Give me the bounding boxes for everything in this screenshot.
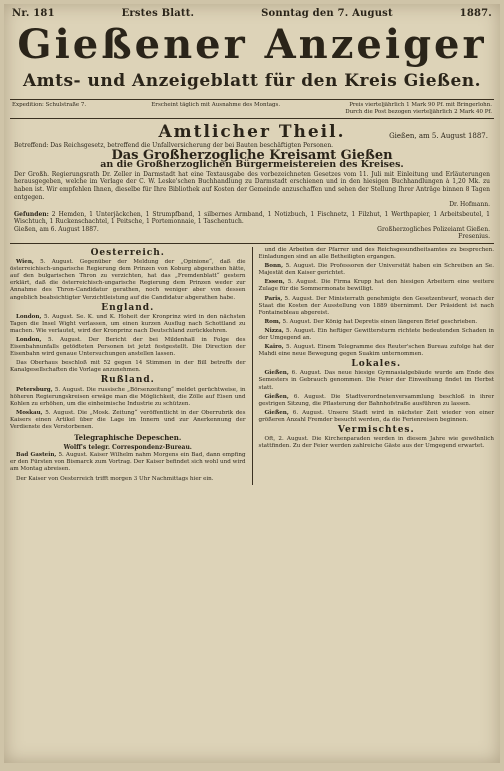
publication-info: Erscheint täglich mit Ausnahme des Montags. <box>151 102 281 108</box>
office-addressee: an die Großherzoglichen Bürgermeistereien des Kreises. <box>100 159 404 171</box>
price-line-2: Durch die Post bezogen vierteljährlich 2 Mark 40 Pf. <box>345 109 492 115</box>
section-telegrams: Telegraphische Depeschen. <box>74 433 182 443</box>
newspaper-subtitle: Amts- und Anzeigeblatt für den Kreis Gießen. <box>22 71 482 91</box>
dateline-paris: Paris, <box>264 295 283 302</box>
section-austria: Oesterreich. <box>90 247 165 258</box>
section-miscellaneous: Vermischtes. <box>337 425 415 435</box>
article-wien: 5. August. Gegenüber der Meldung der „Opinione“, daß die österreichisch-ungarische Regierung dem Prinzen von Koburg abgerathen hätte, auf den bulgarischen Thron zu verzichten, hat das „Fremdenblatt“ gestern erklärt, daß die österreichisch-ungarische Regierung dem Prinzen weder zur Annahme des Thron-Candidatur gerathen, noch weniger aber von dessen angeblich beabsichtigter Verzichtleistung auf die Candidatur abgerathen habe. <box>10 259 246 301</box>
right-column <box>259 247 495 485</box>
article-columns <box>4 247 500 485</box>
dateline-giessen-1: Gießen, <box>264 370 289 377</box>
dateline-london-1: London, <box>16 313 42 320</box>
masthead-infobar <box>10 99 494 119</box>
found-items: 2 Hemden, 1 Unterjäckchen, 1 Strumpfband, 1 silbernes Armband, 1 Notizbuch, 1 Fischnetz, 1 Filzhut, 1 Werthpapier, 1 Arbeitsbeutel, 1 Wischtuch, 1 Ruckenschachtel, 1 Peitsche, 1 Portemonnaie, 1 Taschentuch. <box>14 210 490 226</box>
newspaper-page <box>4 4 500 763</box>
dateline-london-2: London, <box>16 336 42 343</box>
article-misc: Oft, 2. August. Die Kirchenparaden werden in diesem Jahre wie gewöhnlich stattfinden. Zu der Feier werden zahlreiche Gäste aus der Umgegend erwartet. <box>258 436 494 450</box>
article-bonn: 5. August. Die Professoren der Universität haben ein Schreiben an Se. Majestät den Kaiser gerichtet. <box>258 263 494 277</box>
article-rom: 5. August. Der König hat Depretis einen längeren Brief geschrieben. <box>282 318 478 325</box>
dateline-essen: Essen, <box>264 279 285 286</box>
dateline-moskau: Moskau, <box>16 409 43 416</box>
dateline-rom: Rom, <box>264 318 281 325</box>
official-notice <box>4 142 500 226</box>
column-divider <box>252 247 253 485</box>
found-signer-row <box>4 233 500 240</box>
expedition-info: Expedition: Schulstraße 7. <box>12 102 87 108</box>
article-giessen-2: 6. August. Die Stadtverordnetenversammlung beschloß in ihrer gestrigen Sitzung, die Pflasterung der Bahnhofstraße ausführen zu lassen. <box>258 393 494 407</box>
issue-date: Sonntag den 7. August <box>261 8 393 19</box>
found-label: Gefunden: <box>14 210 49 218</box>
issue-year: 1887. <box>459 8 492 19</box>
notice-body: Der Großh. Regierungsrath Dr. Zeller in Darmstadt hat eine Textausgabe des vorbezeichneten Gesetzes vom 11. Juli mit Einleitung und Erläuterungen herausgegeben, welche im Verlage der C. W. Leske'schen Buchhandlung zu Darmstadt erschienen und in den hiesigen Buchhandlungen à 1,20 Mk. zu haben ist. Wir empfehlen Ihnen, dieselbe für Ihre Bibliothek auf Kosten der Gemeinde anzuschaffen und sehen der Stellung Ihrer Anträge binnen 8 Tagen entgegen. <box>14 170 490 201</box>
issue-number: Nr. 181 <box>12 8 55 19</box>
article-giessen-1: 6. August. Das neue hiesige Gymnasialgebäude wurde am Ende des Semesters in Gebrauch genommen. Die Feier der Einweihung findet im Herbst statt. <box>258 370 494 391</box>
dateline-gastein: Bad Gastein, <box>16 452 57 459</box>
article-essen: 5. August. Die Firma Krupp hat den hiesigen Arbeitern eine weitere Zulage für die Sommermonate bewilligt. <box>258 279 495 293</box>
article-london-1: 5. August. Se. K. und K. Hoheit der Kronprinz wird in den nächsten Tagen die Insel Wight verlassen, um einen kurzen Ausflug nach Schottland zu machen. Wie verlautet, wird der Kronprinz nach Deutschland zurückkehren. <box>10 313 246 334</box>
found-place: Gießen, am 6. August 1887. <box>14 225 99 233</box>
newspaper-title: Gießener Anzeiger <box>17 21 487 68</box>
dateline-petersburg: Petersburg, <box>16 386 53 393</box>
edition-label: Erstes Blatt. <box>121 8 195 19</box>
dateline-kairo: Kairo, <box>264 344 284 351</box>
found-signature <box>4 226 500 233</box>
office-heading: Das Großherzogliche Kreisamt Gießen <box>111 147 393 163</box>
notice-signer: Dr. Hofmann. <box>449 201 490 209</box>
article-kairo: 5. August. Einem Telegramme des Reuter'schen Bureau zufolge hat der Mahdi eine neue Bewegung gegen Suakim unternommen. <box>258 344 494 358</box>
price-line-1: Preis vierteljährlich 1 Mark 90 Pf. mit Bringerlohn. <box>349 102 492 108</box>
dateline-giessen-2: Gießen, <box>264 393 289 400</box>
notice-subject: Betreffend: Das Reichsgesetz, betreffend die Unfallversicherung der bei Bauten beschäftigten Personen. <box>14 142 334 149</box>
article-kaiser-oesterreich: Der Kaiser von Oesterreich trifft morgen 3 Uhr Nachmittags hier ein. <box>16 475 214 482</box>
section-local: Lokales. <box>351 359 402 370</box>
article-london-2: 5. August. Der Bericht der bei Mildenhall in Folge des Eisenbahnunfalls getödteten Personen ist jetzt festgestellt. Die Direction der Eisenbahn wird genaue Untersuchungen anstellen lassen. <box>10 336 246 358</box>
article-petersburg: 5. August. Die russische „Börsenzeitung“ meldet gerüchtweise, in höheren Regierungskreisen erwäge man die Möglichkeit, die Zölle auf Eisen und Kohlen zu erhöhen, um die einheimische Industrie zu schützen. <box>10 386 246 407</box>
price-info <box>345 102 492 116</box>
masthead-topline <box>4 4 500 19</box>
dateline-nizza: Nizza, <box>264 327 284 334</box>
telegram-bureau: Wolff's telegr. Correspondenz-Bureau. <box>63 444 192 452</box>
found-signer: Fresenius. <box>458 232 490 240</box>
dateline-giessen-3: Gießen, <box>264 409 289 416</box>
article-nizza: 5. August. Ein heftiger Gewittersturm richtete bedeutenden Schaden in der Umgegend an. <box>258 327 494 341</box>
article-giessen-3: 6. August. Unsere Stadt wird in nächster Zeit wieder von einer größeren Anzahl Fremder besucht werden, da die Ferienreisen beginnen. <box>258 409 494 423</box>
article-oberhaus: Das Oberhaus beschloß mit 52 gegen 14 Stimmen in der Bill betreffs der Kanalgesellschaften die Vorlage anzunehmen. <box>10 360 246 374</box>
section-rule <box>10 243 494 244</box>
article-moskau: 5. August. Die „Mosk. Zeitung“ veröffentlicht in der Oberrubrik des Kaisers einen Artikel über die Lage im Innern und zur Anerkennung der Verdienste des Verstorbenen. <box>10 409 246 430</box>
section-russia: Rußland. <box>100 375 155 386</box>
dateline-bonn: Bonn, <box>264 263 284 270</box>
official-dateline: Gießen, am 5. August 1887. <box>389 132 488 140</box>
found-office: Großherzogliches Polizeiamt Gießen. <box>377 225 490 233</box>
article-continued: und die Arbeiten der Pfarrer und des Reichsgesundheitsamtes zu besprechen. Einladungen sind an alle Betheiligten ergangen. <box>258 246 494 261</box>
section-england: England. <box>101 302 155 313</box>
official-section-header <box>4 122 500 142</box>
article-gastein: 5. August. Kaiser Wilhelm nahm Morgens ein Bad, dann empfing er den Fürsten von Bismarck zum Vortrag. Der Kaiser befindet sich wohl und wird am Montag abreisen. <box>10 452 246 473</box>
official-heading: Amtlicher Theil. <box>158 122 346 142</box>
dateline-wien: Wien, <box>16 259 34 266</box>
article-paris: 5. August. Der Ministerrath genehmigte den Gesetzentwurf, wonach der Staat die Kosten der Ausstellung von 1889 übernimmt. Der Präsident ist nach Fontainebleau abgereist. <box>258 295 494 316</box>
left-column <box>10 247 246 485</box>
